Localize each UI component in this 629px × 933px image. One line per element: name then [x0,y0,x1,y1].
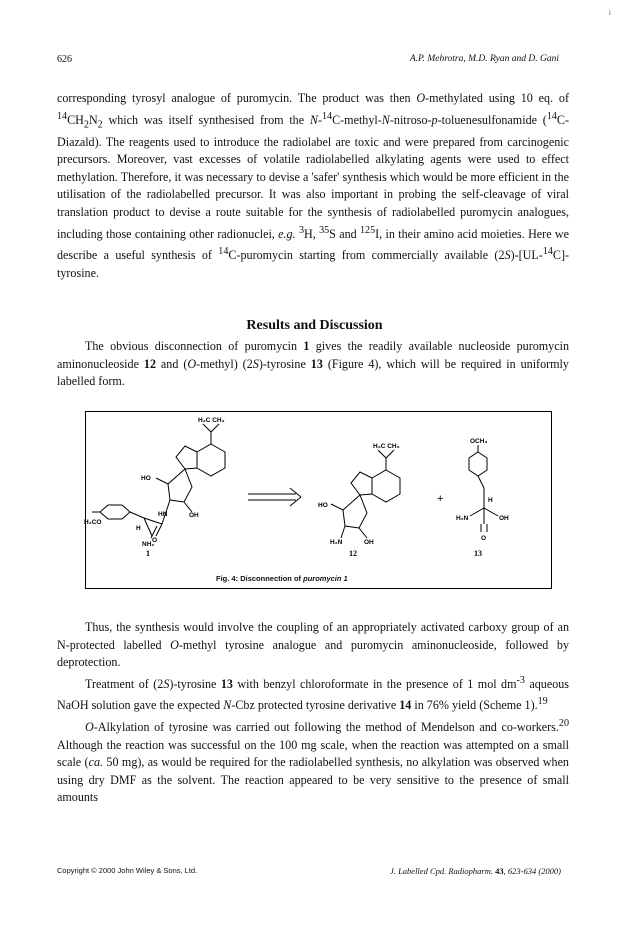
h2n-label-13: H₂N [456,515,469,522]
corner-mark: i [608,8,611,17]
hn-label-1: HN [158,511,168,518]
body-text-top [57,90,569,282]
footer-citation [390,866,561,876]
figure-caption-label: Fig. 4: [216,574,239,583]
nme2-label-12: H₃C CH₃ [373,443,400,450]
paragraph-p1: corresponding tyrosyl analogue of puromycin. The product was then O-methylated using 10 eq. of $^{14}CH_2N_2$ which was itself synthesised from the N-$^{14}$C-methyl-N-nitroso-p-toluenesulfonamide ($^{14}$C-Diazald). The reagents used to introduce the radiolabel are toxic and were prepared from carcinogenic precursors. Moreover, vast excesses of volatile radiolabelled alkylating agents were used to effect methylation. Therefore, it was necessary to devise a 'safer' synthesis which would be more efficient in the utilisation of the radiolabelled precursor. It was also important in probing the self-cleavage of viral translation product to devise a route suitable for the synthesis of radiolabelled puromycin analogues, including those containing other radionuclei, e.g. $^3$H, $^{35}$S and $^{125}$I, in their amino acid moieties. Here we describe a useful synthesis of $^{14}$C-puromycin starting from commercially available (2S)-[UL-$^{14}$C]-tyrosine. [57,91,569,280]
figure-caption-text: Disconnection of [240,574,302,583]
oh-label-12: OH [364,539,374,546]
plus-sign: + [437,493,444,505]
body-text-mid [57,338,569,391]
nme2-label-1: H₃C CH₃ [198,417,225,424]
purine-ring-12 [351,450,400,502]
figure-caption [216,574,348,583]
chemical-structures [86,412,551,588]
footer-pages: , 623-634 (2000) [503,866,561,876]
o-label-13: O [481,535,487,542]
footer-copyright: Copyright © 2000 John Wiley & Sons, Ltd. [57,866,198,875]
compound-number-12: 12 [349,549,357,558]
page-number: 626 [57,54,72,65]
figure-box [85,411,552,589]
h-label-13: H [488,497,493,504]
oh-label-13: OH [499,515,509,522]
och3-label-13: OCH₃ [470,438,488,445]
paragraph-p5: O-Alkylation of tyrosine was carried out following the method of Mendelson and co-workers.$^{20}$ Although the reaction was successful on the 100 mg scale, when the reaction was attempted on a small scale (ca. 50 mg), as would be required for the radiolabelled synthesis, no alkylation was observed when using dry DMF as the solvent. The reaction appeared to be very sensitive to the presence of small amounts [57,718,569,805]
nh2-label-1: NH₂ [142,541,155,548]
h3co-label-1: H₃CO [84,519,102,526]
running-head: A.P. Mehrotra, M.D. Ryan and D. Gani [409,54,559,64]
section-heading: Results and Discussion [246,318,383,333]
ribose-ring-12 [331,495,367,538]
oh-label-1: OH [189,512,199,519]
tyrosine-13 [469,445,498,532]
tyrosyl-chain-1 [92,505,166,538]
body-text-bottom [57,619,569,807]
paragraph-p4: Treatment of (2S)-tyrosine 13 with benzyl chloroformate in the presence of 1 mol $dm^{-3}$ aqueous NaOH solution gave the expected N-Cbz protected tyrosine derivative 14 in 76% yield (Scheme 1).$^{19}$ [57,674,569,713]
compound-number-13: 13 [474,549,482,558]
paragraph-p2: The obvious disconnection of puromycin 1 gives the readily available nucleoside puromycin aminonucleoside 12 and (O-methyl) (2S)-tyrosine 13 (Figure 4), which will be required in uniformly labelled form. [57,339,569,389]
figure-caption-italic: puromycin 1 [303,574,348,583]
h2n-label-12: H₂N [330,539,343,546]
o-label-1: O [152,537,158,544]
compound-number-1: 1 [146,549,150,558]
footer-journal: J. Labelled Cpd. Radiopharm. [390,866,493,876]
retrosynthesis-arrow [248,488,301,506]
footer-volume: 43 [495,866,504,876]
paragraph-p3: Thus, the synthesis would involve the coupling of an appropriately activated carboxy group of an N-protected labelled O-methyl tyrosine analogue and puromycin aminonucleoside, followed by deprotection. [57,620,570,670]
purine-ring-1 [176,424,225,476]
ho-label-12: HO [318,502,328,509]
ribose-ring-1 [156,469,192,512]
ho-label-1: HO [141,475,151,482]
h-label-1: H [136,525,141,532]
